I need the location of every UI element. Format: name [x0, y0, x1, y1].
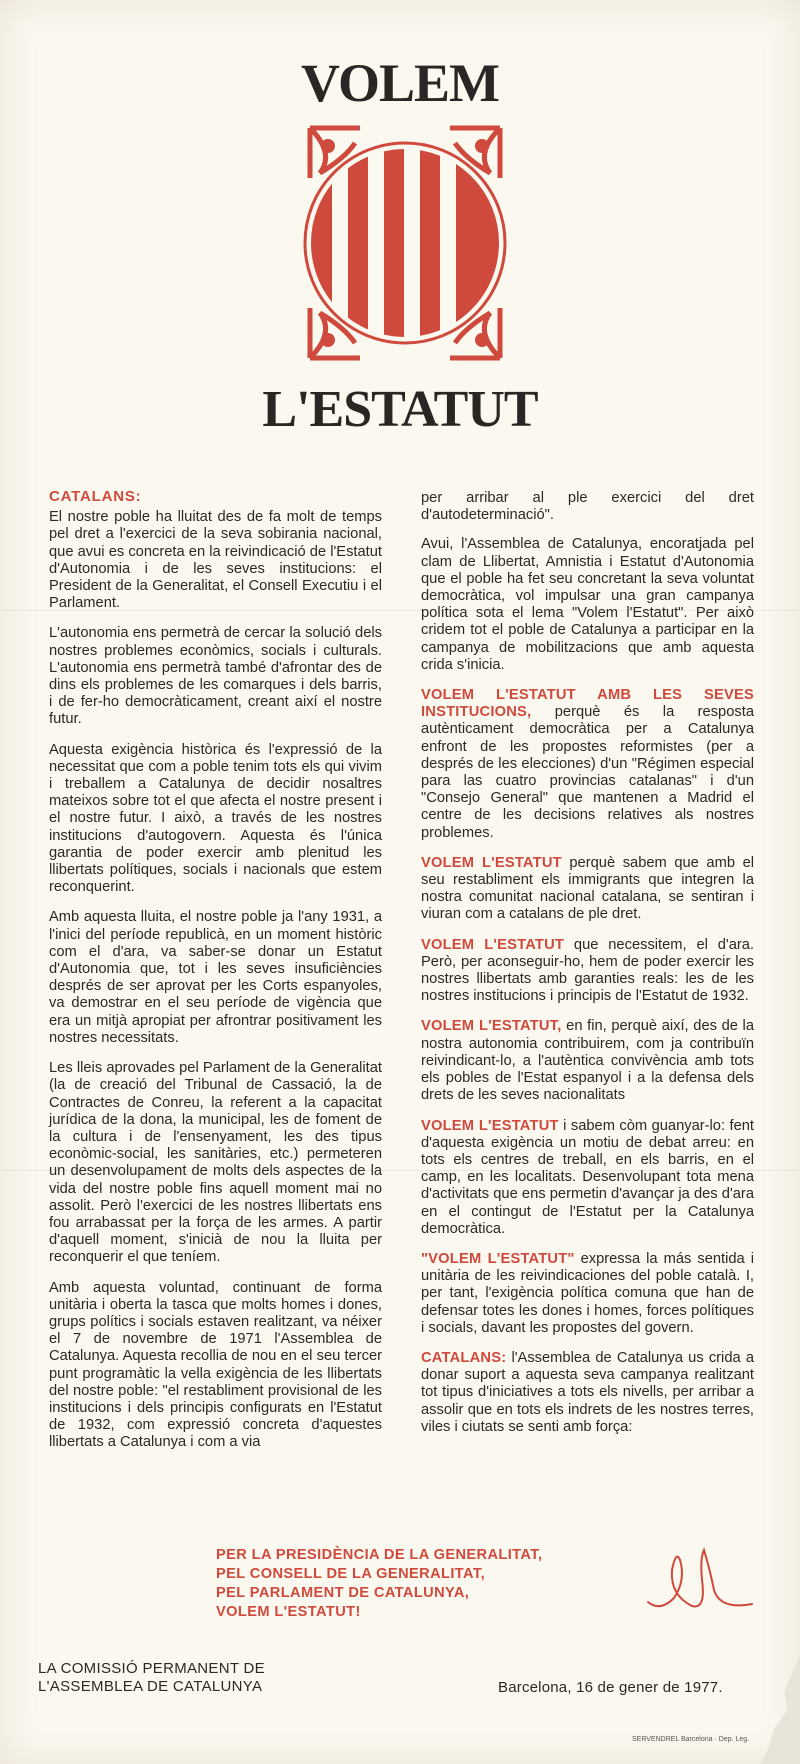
volem-text: perquè és la resposta autènticament democràtica per a Catalunya enfront de les propostes reformistes (per a després de les elecciones) d'un "Régimen especial para las cuatro provincias catalanas" i d'un "Consejo General" que mantenen a Madrid el centre de les decisions relatives als nostres problemes.	[421, 704, 754, 841]
body-paragraph: Avui, l'Assemblea de Catalunya, encoratjada pel clam de Llibertat, Amnistia i Estatut d'Autonomia que el poble ha fet seu concretant la seva voluntat democràtica, vol impulsar una gran campanya política sota el lema "Volem l'Estatut". Per això cridem tot el poble de Catalunya a participar en la campanya de mobilitzacions que amb aquesta crida s'inicia.	[421, 536, 754, 673]
signatory-line: LA COMISSIÓ PERMANENT DE	[38, 1660, 265, 1677]
signatory-line: L'ASSEMBLEA DE CATALUNYA	[38, 1678, 263, 1695]
catalans-lead: CATALANS:	[421, 1349, 507, 1366]
body-paragraph: Amb aquesta voluntad, continuant de forma unitària i oberta la tasca que molts homes i dones, grups polítics i socials estaven realitzant, va néixer el 7 de novembre de 1971 l'Assemblea de Catalunya. Aquesta recollia de nou en el seu tercer punt programàtic la vella exigència de les llibertats del nostre poble: "el restabliment provisional de les institucions i dels principis configurats en l'Estatut de 1932, com expressió concreta d'aquestes llibertats a Catalunya i com a via	[49, 1279, 382, 1451]
printer-imprint: SERVENDREL Barcelona · Dep. Leg.	[632, 1736, 750, 1743]
poster-title-bottom: L'ESTATUT	[262, 381, 538, 438]
right-text-column	[421, 490, 754, 1449]
body-paragraph: per arribar al ple exercici del dret d'autodeterminació".	[421, 490, 754, 524]
volem-text: que necessitem, el d'ara. Però, per aconseguir-ho, hem de poder exercir les nostres llibertats amb garanties reals: les de les nostres institucions i principis de l'Estatut de 1932.	[421, 936, 755, 1005]
volem-paragraph	[421, 687, 754, 842]
volem-paragraph	[421, 1251, 754, 1337]
volem-text: en fin, perquè així, des de la nostra autonomia contribuirem, com ja contribuïn reivindicant-lo, a l'autèntica convivència amb tots els pobles de l'Estat espanyol i a la defensa dels drets de les seves nacionalitats	[421, 1018, 754, 1104]
senyera-emblem-icon	[290, 118, 520, 368]
volem-paragraph	[421, 1018, 754, 1104]
volem-lead: VOLEM L'ESTATUT	[421, 854, 562, 871]
volem-text: expressa la más sentida i unitària de les reivindicaciones del poble català. I, per tant, l'exigència política comuna que han de defensar totes les dones i homes, forces polítiques i socials, davant les propostes del govern.	[421, 1250, 754, 1336]
body-paragraph: L'autonomia ens permetrà de cercar la solució dels nostres problemes econòmics, socials i culturals. L'autonomia ens permetrà també d'afrontar des de dins els problemes de les comarques i dels barris, i de fer-ho democràticament, creant així el nostre futur.	[49, 625, 382, 728]
body-paragraph: El nostre poble ha lluitat des de fa molt de temps pel dret a l'exercici de la seva sobirania nacional, que avui es concreta en la reivindicació de l'Estatut d'Autonomia i de les seves institucions: el President de la Generalitat, el Consell Executiu i el Parlament.	[49, 509, 382, 612]
slogan-line: PER LA PRESIDÈNCIA DE LA GENERALITAT,	[216, 1547, 543, 1563]
torn-corner	[740, 1654, 800, 1764]
left-text-column	[49, 488, 382, 1465]
volem-lead: VOLEM L'ESTATUT AMB LES SEVES INSTITUCIONS,	[421, 687, 754, 721]
volem-text: i sabem còm guanyar-lo: fent d'aquesta exigència un motiu de debat arreu: en tots els centres de treball, en els barris, en el camp, en les localitats. Desenvolupant tota mena d'activitats que ens permetin d'avançar ja des d'ara en el contingut de l'Estatut per la Catalunya democràtica.	[421, 1117, 754, 1237]
volem-lead: VOLEM L'ESTATUT	[421, 936, 565, 953]
signature-icon	[640, 1540, 760, 1620]
volem-lead: VOLEM L'ESTATUT,	[421, 1018, 562, 1035]
volem-paragraph	[421, 1118, 754, 1238]
catalans-heading: CATALANS:	[49, 488, 142, 505]
date-line: Barcelona, 16 de gener de 1977.	[498, 1679, 723, 1696]
catalans-call-paragraph	[421, 1350, 754, 1436]
poster-title-top: VOLEM	[301, 53, 499, 113]
body-paragraph: Amb aquesta lluita, el nostre poble ja l'any 1931, a l'inici del període republicà, en un moment històric com el d'ara, va saber-se donar un Estatut d'Autonomia que, tot i les seves insuficiències després de ser aprovat per les Corts espanyoles, va demostrar en el seu període de vigència que era un mitjà apropiat per afrontrar positivament les nostres necessitats.	[49, 909, 382, 1046]
volem-lead: VOLEM L'ESTATUT	[421, 1117, 559, 1134]
slogan-line: VOLEM L'ESTATUT!	[216, 1604, 361, 1620]
body-paragraph: Les lleis aprovades pel Parlament de la Generalitat (la de creació del Tribunal de Cassació, la de Contractes de Conreu, la referent a la capacitat jurídica de la dona, la municipal, les de foment de la cultura i de l'ensenyament, les des tipus econòmic-social, les sanitàries, etc.) permeteren un desenvolupament de molts dels aspectes de la vida del nostre poble fins aquell moment mai no assolit. Però l'exercici de les nostres llibertats ens fou arrabassat per la força de les armes. A partir d'aquell moment, s'inicià de nou la lluita per reconquerir el que teníem.	[49, 1060, 382, 1266]
volem-paragraph	[421, 855, 754, 924]
signatory-block	[38, 1660, 265, 1696]
slogan-line: PEL CONSELL DE LA GENERALITAT,	[216, 1566, 486, 1582]
volem-lead: "VOLEM L'ESTATUT"	[421, 1250, 575, 1267]
volem-text: perquè sabem que amb el seu restabliment els immigrants que integren la nostra comunitat nacional catalana, se sentiran i viuran com a catalans de ple dret.	[421, 854, 755, 923]
volem-paragraph	[421, 937, 754, 1006]
volem-text: l'Assemblea de Catalunya us crida a donar suport a aquesta seva campanya realitzant tot tipus d'iniciatives a tots els nivells, per arribar a assolir que en tots els indrets de les nostres terres, viles i ciutats se senti amb força:	[421, 1349, 754, 1435]
closing-slogan	[216, 1546, 542, 1622]
body-paragraph: Aquesta exigència històrica és l'expressió de la necessitat que com a poble tenim tots els qui vivim i treballem a Catalunya de decidir nosaltres mateixos sobre tot el que afecta el nostre present i el nostre futur. I això, a través de les nostres institucions d'autogovern. Aquesta és l'única garantia de poder exercir amb plenitud les llibertats polítiques, socials i nacionals que estem reconquerint.	[49, 741, 382, 896]
slogan-line: PEL PARLAMENT DE CATALUNYA,	[216, 1585, 470, 1601]
